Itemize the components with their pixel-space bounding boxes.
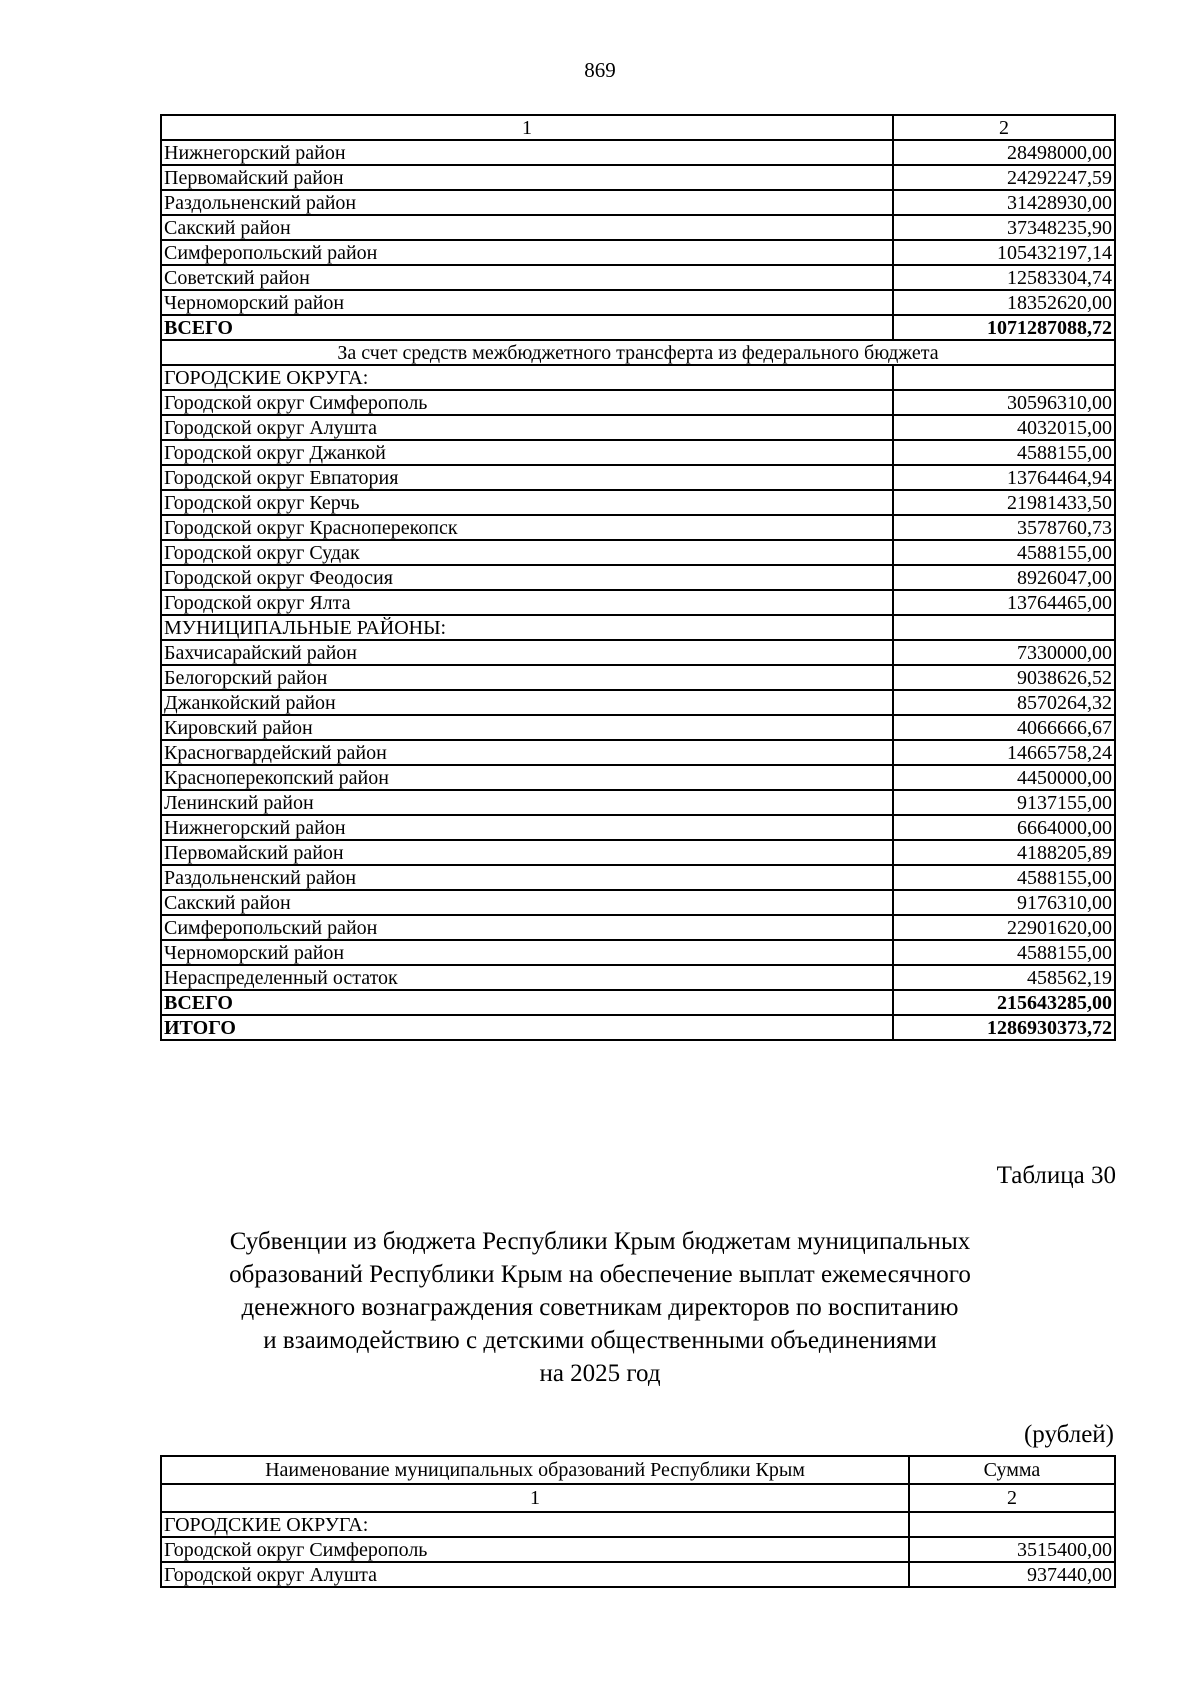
units-label: (рублей) [1023, 1421, 1114, 1448]
header-sum: Сумма [909, 1456, 1115, 1484]
group-label: МУНИЦИПАЛЬНЫЕ РАЙОНЫ: [161, 615, 893, 640]
row-value: 14665758,24 [893, 740, 1115, 765]
row-value: 9176310,00 [893, 890, 1115, 915]
row-name: Городской округ Джанкой [161, 440, 893, 465]
table-row [161, 915, 1115, 940]
row-name: Красногвардейский район [161, 740, 893, 765]
table-row [161, 815, 1115, 840]
total-label: ВСЕГО [161, 990, 893, 1015]
table-row [161, 740, 1115, 765]
table-row [161, 215, 1115, 240]
row-value: 4188205,89 [893, 840, 1115, 865]
row-value: 7330000,00 [893, 640, 1115, 665]
group-row [161, 615, 1115, 640]
column-number-2: 2 [909, 1484, 1115, 1512]
total-row [161, 315, 1115, 340]
row-value: 13764465,00 [893, 590, 1115, 615]
table-row [161, 540, 1115, 565]
row-name: Советский район [161, 265, 893, 290]
row-name: Городской округ Судак [161, 540, 893, 565]
table-row [161, 415, 1115, 440]
table-row [161, 165, 1115, 190]
row-name: Городской округ Симферополь [161, 1537, 909, 1562]
row-value: 13764464,94 [893, 465, 1115, 490]
total-label: ВСЕГО [161, 315, 893, 340]
group-row [161, 365, 1115, 390]
row-value: 37348235,90 [893, 215, 1115, 240]
table-row [161, 965, 1115, 990]
row-name: Городской округ Керчь [161, 490, 893, 515]
row-name: Ленинский район [161, 790, 893, 815]
column-number-1: 1 [161, 115, 893, 140]
row-value: 18352620,00 [893, 290, 1115, 315]
page-number: 869 [584, 58, 616, 82]
row-name: Городской округ Симферополь [161, 390, 893, 415]
total-value: 215643285,00 [893, 990, 1115, 1015]
total-value: 1071287088,72 [893, 315, 1115, 340]
empty-cell [893, 365, 1115, 390]
table-row [161, 840, 1115, 865]
table-row [161, 590, 1115, 615]
table-row [161, 190, 1115, 215]
row-name: Городской округ Ялта [161, 590, 893, 615]
row-name: Сакский район [161, 890, 893, 915]
column-number-row [161, 115, 1115, 140]
row-name: Нижнегорский район [161, 140, 893, 165]
table-row [161, 1562, 1115, 1587]
table-row [161, 940, 1115, 965]
row-name: Раздольненский район [161, 865, 893, 890]
title-line: и взаимодействию с детскими общественными объединениями [263, 1327, 937, 1354]
row-name: Белогорский район [161, 665, 893, 690]
table-row [161, 465, 1115, 490]
group-label: ГОРОДСКИЕ ОКРУГА: [161, 1512, 909, 1537]
table-row [161, 715, 1115, 740]
table-row [161, 890, 1115, 915]
row-name: Джанкойский район [161, 690, 893, 715]
grand-total-row [161, 1015, 1115, 1040]
title-line: на 2025 год [539, 1360, 661, 1387]
row-value: 458562,19 [893, 965, 1115, 990]
title-line: Субвенции из бюджета Республики Крым бюджетам муниципальных [229, 1228, 971, 1255]
column-number-1: 1 [161, 1484, 909, 1512]
row-name: Нераспределенный остаток [161, 965, 893, 990]
total-row [161, 990, 1115, 1015]
table-row [161, 440, 1115, 465]
row-name: Первомайский район [161, 840, 893, 865]
row-value: 28498000,00 [893, 140, 1115, 165]
row-value: 4588155,00 [893, 940, 1115, 965]
table-row [161, 240, 1115, 265]
row-value: 9038626,52 [893, 665, 1115, 690]
table-label: Таблица 30 [996, 1162, 1116, 1189]
table-row [161, 1537, 1115, 1562]
group-label: ГОРОДСКИЕ ОКРУГА: [161, 365, 893, 390]
table-row [161, 515, 1115, 540]
table-header-row [161, 1456, 1115, 1484]
column-number-row [161, 1484, 1115, 1512]
row-value: 30596310,00 [893, 390, 1115, 415]
header-name: Наименование муниципальных образований Республики Крым [161, 1456, 909, 1484]
row-value: 9137155,00 [893, 790, 1115, 815]
row-value: 937440,00 [909, 1562, 1115, 1587]
subventions-table [160, 1455, 1116, 1588]
row-name: Кировский район [161, 715, 893, 740]
grand-total-value: 1286930373,72 [893, 1015, 1115, 1040]
table-row [161, 765, 1115, 790]
table-row [161, 665, 1115, 690]
table-row [161, 490, 1115, 515]
row-value: 4588155,00 [893, 440, 1115, 465]
row-value: 4032015,00 [893, 415, 1115, 440]
row-name: Бахчисарайский район [161, 640, 893, 665]
row-name: Городской округ Алушта [161, 415, 893, 440]
title-line: денежного вознаграждения советникам директоров по воспитанию [241, 1294, 959, 1321]
section-heading-row [161, 340, 1115, 365]
table-row [161, 140, 1115, 165]
row-name: Городской округ Алушта [161, 1562, 909, 1587]
table-title [0, 1225, 1200, 1390]
row-value: 4588155,00 [893, 540, 1115, 565]
row-value: 22901620,00 [893, 915, 1115, 940]
table-row [161, 790, 1115, 815]
row-name: Городской округ Феодосия [161, 565, 893, 590]
column-number-2: 2 [893, 115, 1115, 140]
table-row [161, 265, 1115, 290]
row-name: Раздольненский район [161, 190, 893, 215]
row-name: Городской округ Красноперекопск [161, 515, 893, 540]
row-value: 24292247,59 [893, 165, 1115, 190]
row-value: 21981433,50 [893, 490, 1115, 515]
row-value: 12583304,74 [893, 265, 1115, 290]
empty-cell [893, 615, 1115, 640]
table-row [161, 390, 1115, 415]
table-row [161, 640, 1115, 665]
table-row [161, 290, 1115, 315]
row-value: 8926047,00 [893, 565, 1115, 590]
row-value: 6664000,00 [893, 815, 1115, 840]
subsidies-table-continued [160, 114, 1116, 1041]
row-name: Городской округ Евпатория [161, 465, 893, 490]
table-row [161, 865, 1115, 890]
group-row [161, 1512, 1115, 1537]
title-line: образований Республики Крым на обеспечение выплат ежемесячного [229, 1261, 971, 1288]
row-value: 105432197,14 [893, 240, 1115, 265]
table-row [161, 565, 1115, 590]
row-name: Сакский район [161, 215, 893, 240]
row-name: Симферопольский район [161, 915, 893, 940]
row-value: 4066666,67 [893, 715, 1115, 740]
row-name: Первомайский район [161, 165, 893, 190]
row-name: Нижнегорский район [161, 815, 893, 840]
row-name: Красноперекопский район [161, 765, 893, 790]
row-name: Черноморский район [161, 940, 893, 965]
table-row [161, 690, 1115, 715]
section-heading: За счет средств межбюджетного трансферта из федерального бюджета [161, 340, 1115, 365]
row-value: 4450000,00 [893, 765, 1115, 790]
row-name: Черноморский район [161, 290, 893, 315]
row-value: 31428930,00 [893, 190, 1115, 215]
grand-total-label: ИТОГО [161, 1015, 893, 1040]
row-value: 8570264,32 [893, 690, 1115, 715]
row-name: Симферопольский район [161, 240, 893, 265]
row-value: 3515400,00 [909, 1537, 1115, 1562]
row-value: 4588155,00 [893, 865, 1115, 890]
row-value: 3578760,73 [893, 515, 1115, 540]
empty-cell [909, 1512, 1115, 1537]
